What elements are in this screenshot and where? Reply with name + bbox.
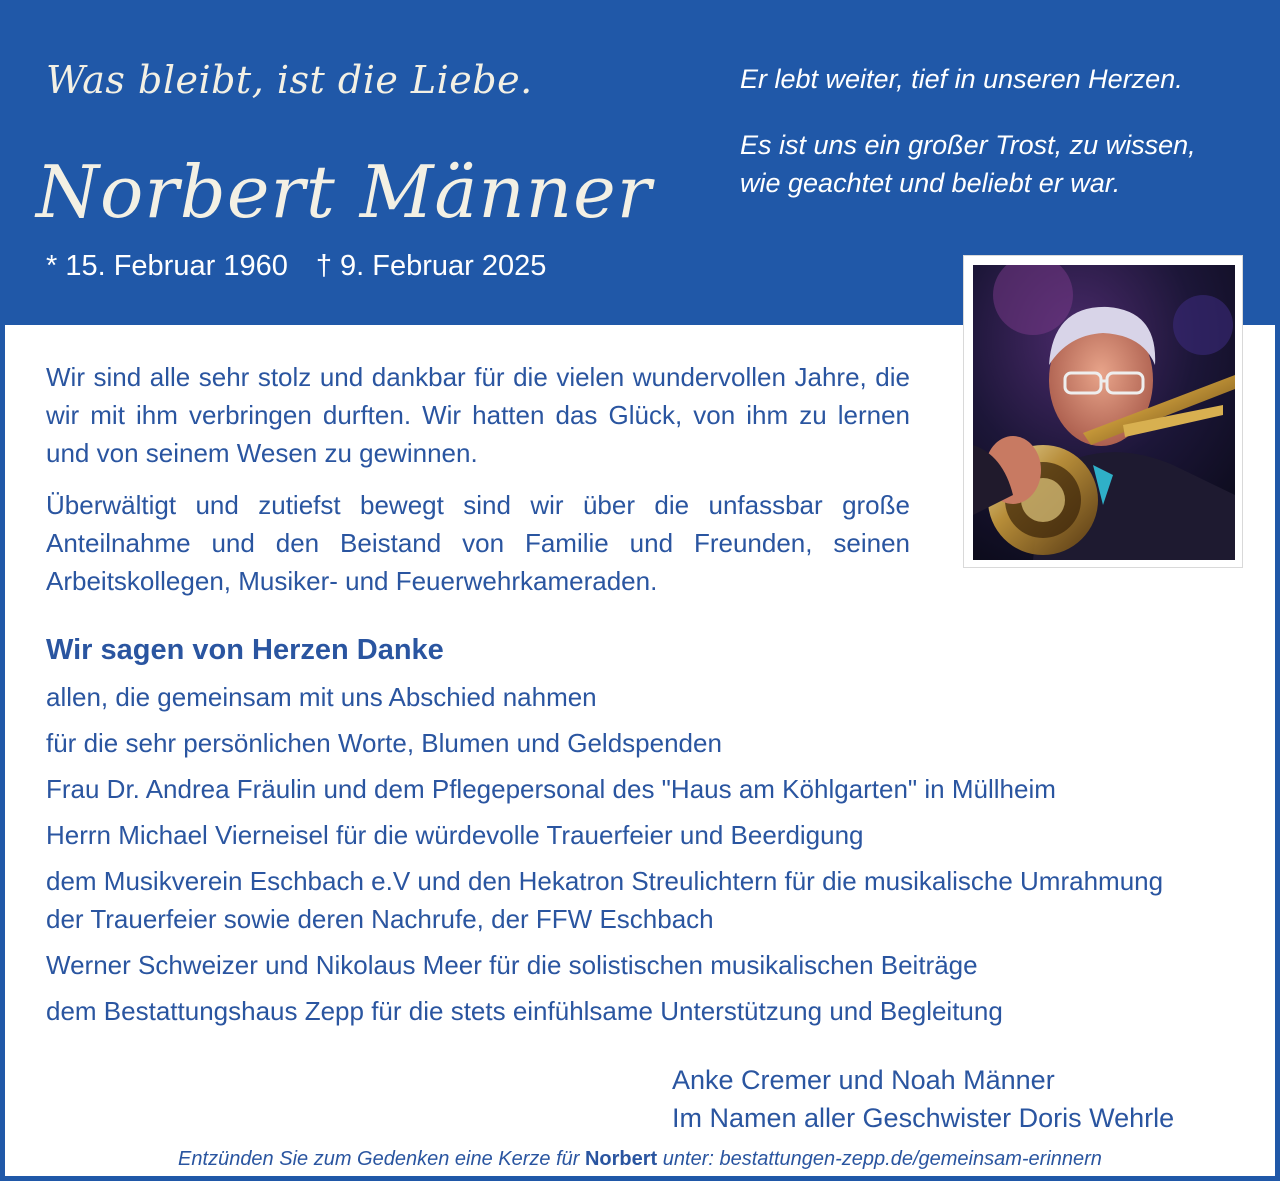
list-item: dem Bestattungshaus Zepp für die stets einfühlsame Unterstützung und Begleitung (46, 996, 1003, 1026)
footer-suffix: unter: bestattungen-zepp.de/gemeinsam-erinnern (662, 1148, 1102, 1170)
portrait-illustration (973, 265, 1235, 560)
death-date: † 9. Februar 2025 (315, 250, 547, 282)
quote-line-1: Er lebt weiter, tief in unseren Herzen. (740, 64, 1183, 94)
thanks-heading: Wir sagen von Herzen Danke (46, 634, 444, 666)
list-item: dem Musikverein Eschbach e.V und den Hekatron Streulichtern für die musikalische Umrahmung der Trauerfeier sowie deren Nachrufe, der FFW Eschbach (46, 866, 1164, 934)
paragraph-gratitude: Wir sind alle sehr stolz und dankbar für die vielen wundervollen Jahre, die wir mit ihm verbringen durften. Wir hatten das Glück, von ihm zu lernen und von seinem Wesen zu gewinnen. (46, 362, 910, 468)
list-item: Herrn Michael Vierneisel für die würdevolle Trauerfeier und Beerdigung (46, 820, 864, 850)
quote-line-2a: Es ist uns ein großer Trost, zu wissen, (740, 130, 1196, 160)
deceased-name: Norbert Männer (36, 150, 653, 234)
list-item: Werner Schweizer und Nikolaus Meer für die solistischen musikalischen Beiträge (46, 950, 978, 980)
footer-prefix: Entzünden Sie zum Gedenken eine Kerze für (178, 1148, 580, 1170)
list-item: Frau Dr. Andrea Fräulin und dem Pflegepersonal des "Haus am Köhlgarten" in Müllheim (46, 774, 1056, 804)
signature-line-1: Anke Cremer und Noah Männer (672, 1065, 1055, 1095)
portrait-frame (963, 255, 1243, 568)
thanks-list (46, 678, 1246, 1038)
footer-note (0, 1148, 1280, 1171)
paragraph-sympathy: Überwältigt und zutiefst bewegt sind wir über die unfassbar große Anteilnahme und den Beistand von Familie und Freunden, seinen Arbeitskollegen, Musiker- und Feuerwehrkameraden. (46, 490, 910, 596)
birth-date: * 15. Februar 1960 (46, 250, 288, 282)
signature (672, 1061, 1174, 1137)
portrait-photo (973, 265, 1235, 560)
footer-name: Norbert (584, 1148, 658, 1170)
list-item: für die sehr persönlichen Worte, Blumen und Geldspenden (46, 728, 722, 758)
signature-line-2: Im Namen aller Geschwister Doris Wehrle (672, 1103, 1175, 1133)
quote-line-2 (740, 126, 1196, 202)
life-dates (46, 250, 546, 283)
motto-text: Was bleibt, ist die Liebe. (46, 58, 533, 102)
quote-line-2b: wie geachtet und beliebt er war. (740, 168, 1121, 198)
list-item: allen, die gemeinsam mit uns Abschied nahmen (46, 682, 597, 712)
